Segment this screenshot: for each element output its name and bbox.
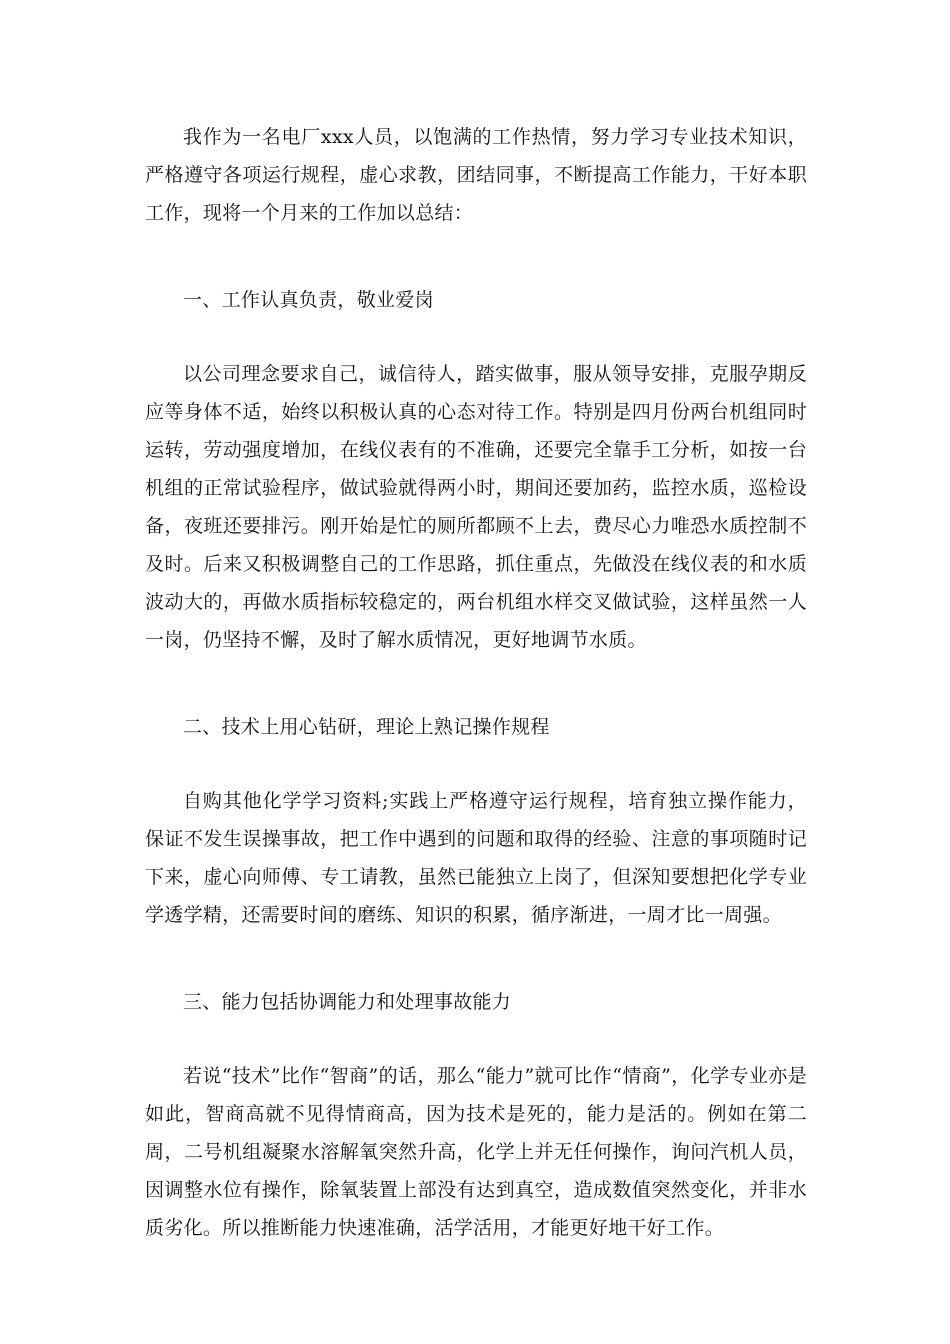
spacer (145, 232, 807, 281)
spacer (145, 1021, 807, 1057)
spacer (145, 746, 807, 782)
section-heading-2: 二、技术上用心钻研，理论上熟记操作规程 (183, 716, 550, 738)
section-body-2: 自购其他化学学习资料;实践上严格遵守运行规程，培育独立操作能力，保证不发生误操事故，把工作中遇到的问题和取得的经验、注意的事项随时记下来，虚心向师傅、专工请教，虽然已能独立上岗了，但深知要想把化学专业学透学精，还需要时间的磨练、知识的积累，循序渐进，一周才比一周强。 (145, 790, 807, 926)
section-body-1: 以公司理念要求自己，诚信待人，踏实做事，服从领导安排，克服孕期反应等身体不适，始终以积极认真的心态对待工作。特别是四月份两台机组同时运转，劳动强度增加，在线仪表有的不准确，还要完全靠手工分析，如按一台机组的正常试验程序，做试验就得两小时，期间还要加药，监控水质，巡检设备，夜班还要排污。刚开始是忙的厕所都顾不上去，费尽心力唯恐水质控制不及时。后来又积极调整自己的工作思路，抓住重点，先做没在线仪表的和水质波动大的，再做水质指标较稳定的，两台机组水样交叉做试验，这样虽然一人一岗，仍坚持不懈，及时了解水质情况，更好地调节水质。 (145, 363, 807, 651)
section-heading-1: 一、工作认真负责，敬业爱岗 (183, 289, 434, 311)
intro-paragraph: 我作为一名电厂xxx人员，以饱满的工作热情，努力学习专业技术知识，严格遵守各项运行规程，虚心求教，团结同事，不断提高工作能力，干好本职工作，现将一个月来的工作加以总结： (145, 126, 807, 224)
spacer (145, 319, 807, 355)
section-heading-3: 三、能力包括协调能力和处理事故能力 (183, 991, 512, 1013)
document-body (145, 118, 807, 1247)
spacer (145, 934, 807, 983)
section-body-3: 若说“技术”比作“智商”的话，那么“能力”就可比作“情商”，化学专业亦是如此，智商高就不见得情商高，因为技术是死的，能力是活的。例如在第二周，二号机组凝聚水溶解氧突然升高，化学上并无任何操作，询问汽机人员，因调整水位有操作，除氧装置上部没有达到真空，造成数值突然变化，并非水质劣化。所以推断能力快速准确，活学活用，才能更好地干好工作。 (145, 1065, 807, 1239)
spacer (145, 659, 807, 708)
